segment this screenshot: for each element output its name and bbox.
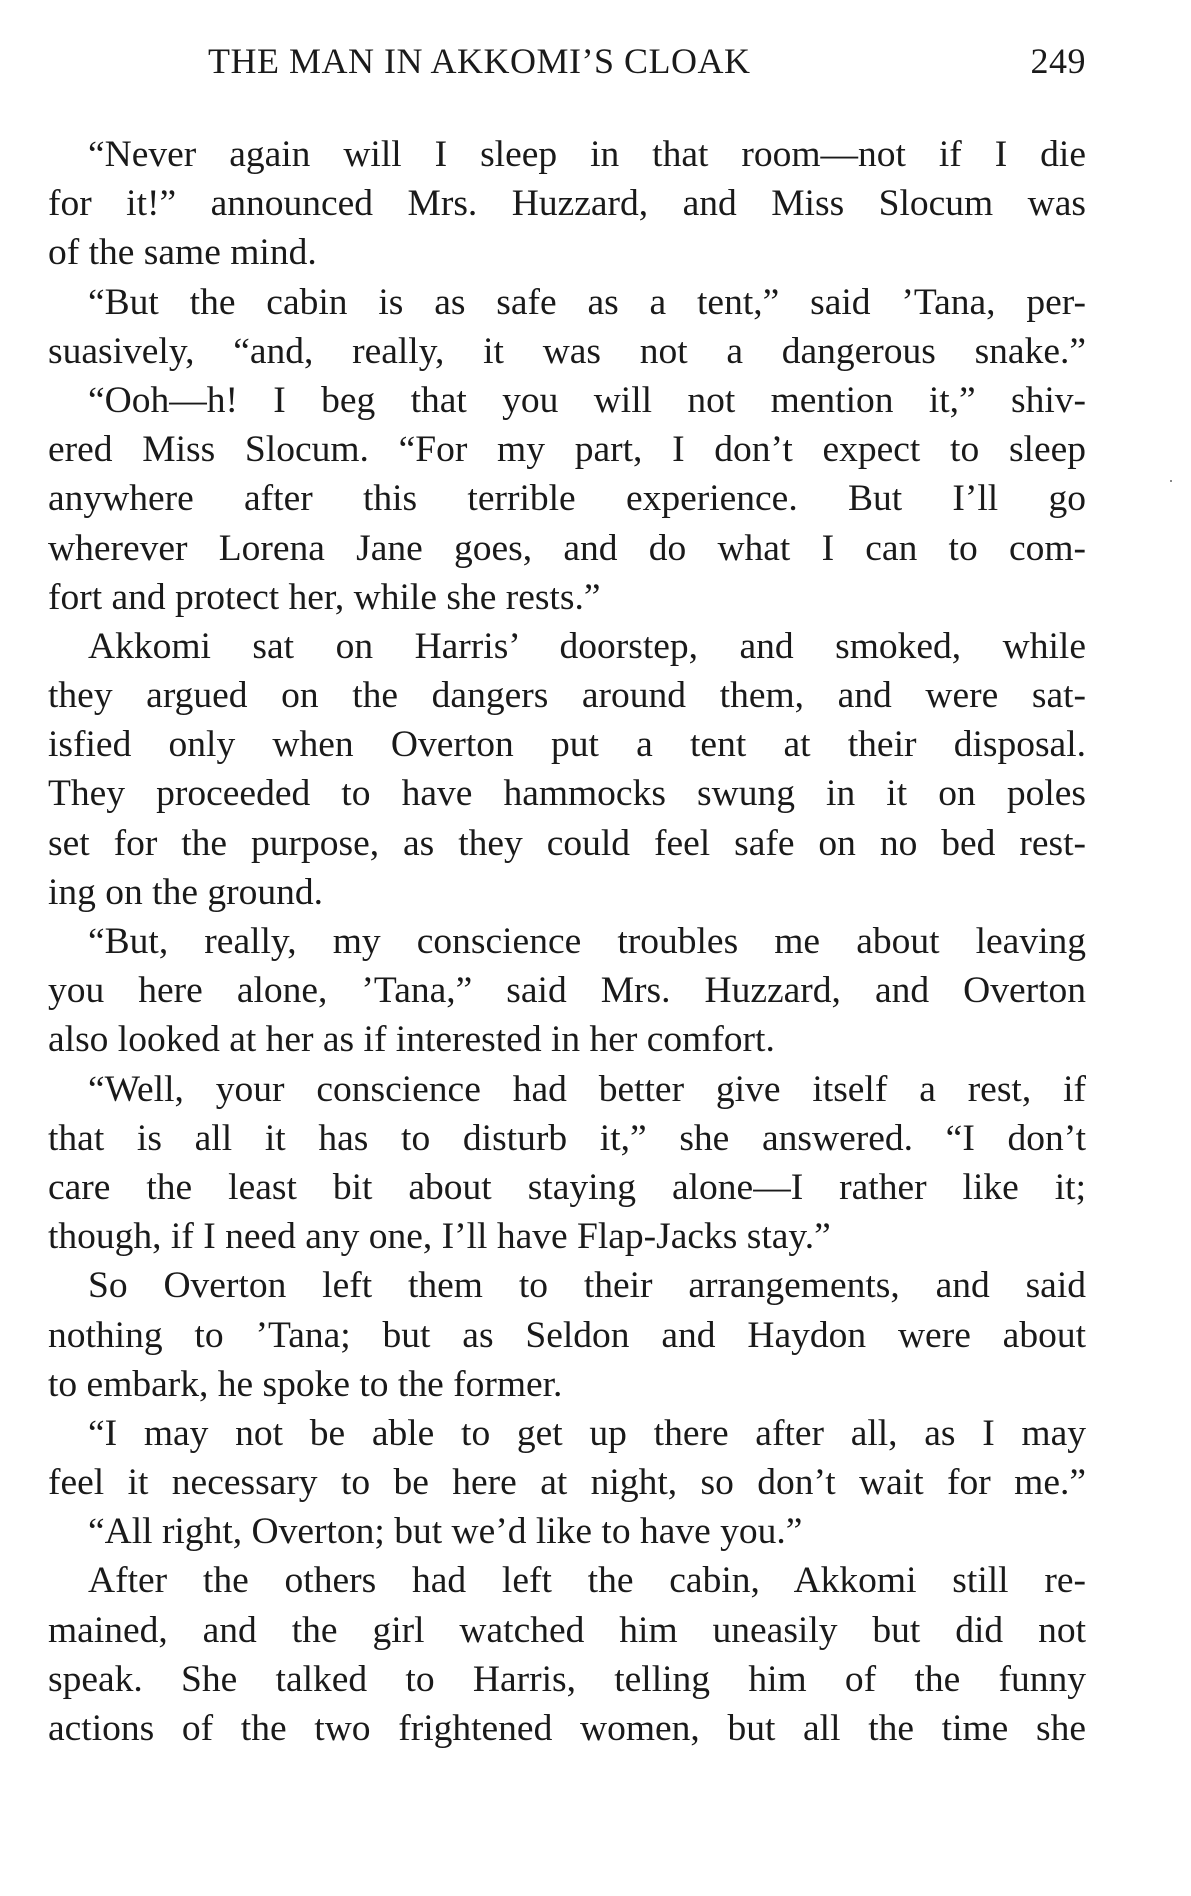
text-line: Akkomi sat on Harris’ doorstep, and smoked, while <box>88 625 1086 667</box>
text-line: “Well, your conscience had better give itself a rest, if <box>88 1068 1086 1110</box>
text-line: mained, and the girl watched him uneasily but did not <box>48 1609 1086 1651</box>
text-line: speak. She talked to Harris, telling him of the funny <box>48 1658 1086 1700</box>
running-title: THE MAN IN AKKOMI’S CLOAK <box>208 41 751 81</box>
text-line: feel it necessary to be here at night, so don’t wait for me.” <box>48 1462 1086 1504</box>
text-line: set for the purpose, as they could feel safe on no bed rest- <box>48 822 1086 864</box>
text-line: “Never again will I sleep in that room—not if I die <box>88 134 1086 175</box>
text-line: “But the cabin is as safe as a tent,” said ’Tana, per- <box>88 281 1086 323</box>
text-line: wherever Lorena Jane goes, and do what I can to com- <box>48 527 1086 569</box>
text-line: actions of the two frightened women, but all the time she <box>48 1708 1086 1749</box>
text-line: though, if I need any one, I’ll have Flap-Jacks stay.” <box>48 1216 831 1258</box>
text-line: you here alone, ’Tana,” said Mrs. Huzzard, and Overton <box>48 970 1086 1012</box>
text-line: suasively, “and, really, it was not a dangerous snake.” <box>48 330 1086 372</box>
margin-speck <box>1170 480 1172 482</box>
page-number: 249 <box>1030 41 1086 81</box>
text-line: to embark, he spoke to the former. <box>48 1363 563 1405</box>
text-line: So Overton left them to their arrangements, and said <box>88 1265 1086 1307</box>
text-line: isfied only when Overton put a tent at their disposal. <box>48 724 1086 766</box>
text-line: nothing to ’Tana; but as Seldon and Haydon were about <box>48 1314 1086 1356</box>
text-line: ered Miss Slocum. “For my part, I don’t expect to sleep <box>48 429 1086 471</box>
body-text <box>48 130 1086 1753</box>
text-line: anywhere after this terrible experience. But I’ll go <box>48 478 1086 520</box>
text-line: for it!” announced Mrs. Huzzard, and Miss Slocum was <box>48 183 1086 225</box>
text-line: ing on the ground. <box>48 871 323 913</box>
text-line: “Ooh—h! I beg that you will not mention it,” shiv- <box>88 379 1086 421</box>
text-line: They proceeded to have hammocks swung in it on poles <box>48 773 1086 815</box>
running-head <box>48 40 1086 90</box>
text-line: After the others had left the cabin, Akkomi still re- <box>88 1560 1086 1602</box>
text-line: fort and protect her, while she rests.” <box>48 576 601 618</box>
text-line: of the same mind. <box>48 232 317 274</box>
text-line: “But, really, my conscience troubles me about leaving <box>88 921 1086 962</box>
text-line: that is all it has to disturb it,” she answered. “I don’t <box>48 1117 1086 1159</box>
text-line: “I may not be able to get up there after all, as I may <box>88 1412 1086 1454</box>
text-line: “All right, Overton; but we’d like to have you.” <box>88 1511 803 1553</box>
text-line: care the least bit about staying alone—I rather like it; <box>48 1166 1086 1208</box>
text-line: also looked at her as if interested in her comfort. <box>48 1019 775 1061</box>
text-line: they argued on the dangers around them, and were sat- <box>48 675 1086 717</box>
